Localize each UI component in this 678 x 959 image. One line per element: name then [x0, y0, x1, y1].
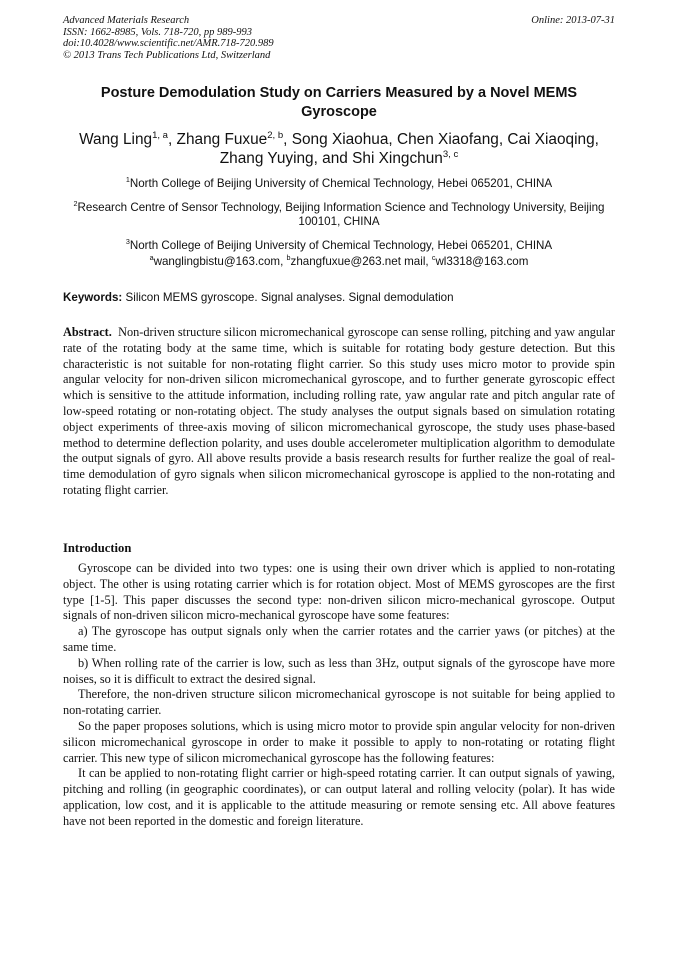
affiliation-block: [63, 177, 615, 270]
intro-paragraph: b) When rolling rate of the carrier is low, such as less than 3Hz, output signals of the gyroscope have more noises, so it is difficult to extract the desired signal.: [63, 655, 615, 686]
affiliation-1: [63, 177, 615, 192]
email-address: zhangfuxue@263.net mail,: [290, 255, 432, 268]
author-affiliation-mark: 1, a: [152, 129, 168, 141]
issn-line: ISSN: 1662-8985, Vols. 718-720, pp 989-993: [63, 26, 252, 38]
keywords-label: Keywords:: [63, 291, 123, 304]
journal-name: Advanced Materials Research: [63, 15, 190, 26]
affiliation-text: North College of Beijing University of Chemical Technology, Hebei 065201, CHINA: [129, 238, 553, 252]
email-mark: a: [149, 253, 154, 263]
affiliation-number: 1: [125, 175, 130, 185]
affiliation-text: Research Centre of Sensor Technology, Beijing Information Science and Technology University, Beijing 100101, CHINA: [77, 200, 605, 228]
author-name: Chen Xiaofang: [396, 131, 499, 148]
intro-paragraph: Therefore, the non-driven structure silicon micromechanical gyroscope is not suitable for being applied to non-rotating carrier.: [63, 687, 615, 718]
author-name: Zhang Fuxue: [176, 131, 268, 148]
email-address: wanglingbistu@163.com,: [153, 255, 287, 268]
intro-paragraph: It can be applied to non-rotating flight carrier or high-speed rotating carrier. It can output signals of yawing, pitching and rolling (in geographic coordinates), or can output lateral and rolling velocity (polar). It has wide application, low cost, and it is applicable to the attitude measuring or remote sensing etc. All above features have not been reported in the domestic and foreign literature.: [63, 766, 615, 828]
author-list: Wang Ling$^{1, a}$, Zhang Fuxue$^{2, b}$, Song Xiaohua, Chen Xiaofang, Cai Xiaoqing, Zhang Yuying, and Shi Xingchun$^{3, c}$: [79, 129, 599, 167]
doi-line: doi:10.4028/www.scientific.net/AMR.718-720.989: [63, 38, 274, 50]
paper-title: Posture Demodulation Study on Carriers Measured by a Novel MEMS Gyroscope: [100, 85, 578, 120]
author-name: Wang Ling: [79, 131, 153, 148]
intro-paragraph: So the paper proposes solutions, which is using micro motor to provide spin angular velocity for non-driven silicon micromechanical gyroscope in order to make it possible to apply to non-rotating or rotating flight carrier. This new type of silicon micromechanical gyroscope has the following features:: [63, 718, 615, 765]
intro-paragraph: Gyroscope can be divided into two types: one is using their own driver which is applied to non-rotating object. The other is using rotating carrier which is for rotation object. Most of MEMS gyroscopes are the first type [1-5]. This paper discusses the second type: non-driven silicon micro-mechanical gyroscope. Output signals of non-driven silicon micro-mechanical gyroscope have some features:: [63, 561, 615, 623]
author-name: Song Xiaohua: [291, 131, 389, 148]
keywords-text: Silicon MEMS gyroscope. Signal analyses. Signal demodulation: [125, 291, 454, 304]
introduction-body: [63, 561, 615, 830]
author-name: Zhang Yuying: [219, 150, 314, 167]
author-name: Shi Xingchun: [352, 150, 443, 167]
abstract-label: Abstract.: [63, 325, 112, 339]
introduction-heading: Introduction: [63, 541, 132, 555]
email-mark: c: [431, 253, 436, 263]
abstract-paragraph: [63, 325, 615, 499]
copyright-line: © 2013 Trans Tech Publications Ltd, Switzerland: [63, 49, 271, 61]
email-address: wl3318@163.com: [435, 255, 529, 268]
affiliation-text: North College of Beijing University of Chemical Technology, Hebei 065201, CHINA: [129, 177, 553, 190]
abstract-text: Non-driven structure silicon micromechanical gyroscope can sense rolling, pitching and yaw angular rate of the rotating body at the same time, which is suitable for rotating body gesture detection. But this characteristic is not suitable for non-rotating flight carrier. So this study uses micro motor to provide spin angular velocity for non-driven silicon micromechanical gyroscope, and to further generate gyroscopic effect which is sensitive to the attitude information, including rolling rate, yaw angular rate and pitch angular rate of low-speed rotating or non-rotating object. The study analyses the output signals based on simulation rotating object experiments of three-axis moving of silicon micromechanical gyroscope, the study uses phase-based method to determine deflection polarity, and uses double accelerometer multiplication algorithm to demodulate the output signals of gyro. All above results provide a basis research results for further realize the goal of real-time demodulation of gyro signals when silicon micromechanical gyroscope is applied to the non-rotating and rotating flight carrier.: [63, 325, 615, 497]
intro-paragraph: a) The gyroscope has output signals only when the carrier rotates and the carrier yaws (or pitches) at the same time.: [63, 624, 615, 654]
affiliation-2: [63, 198, 615, 230]
author-name: Cai Xiaoqing: [507, 131, 595, 148]
journal-header: [63, 15, 615, 61]
keywords-line: [63, 290, 615, 305]
author-affiliation-mark: 2, b: [267, 129, 284, 141]
email-mark: b: [286, 253, 291, 263]
author-affiliation-mark: 3, c: [442, 148, 459, 160]
affiliation-3: [63, 236, 615, 254]
email-line: [63, 255, 615, 270]
affiliation-number: 3: [125, 236, 130, 246]
affiliation-number: 2: [73, 198, 78, 208]
online-date: Online: 2013-07-31: [531, 15, 615, 26]
